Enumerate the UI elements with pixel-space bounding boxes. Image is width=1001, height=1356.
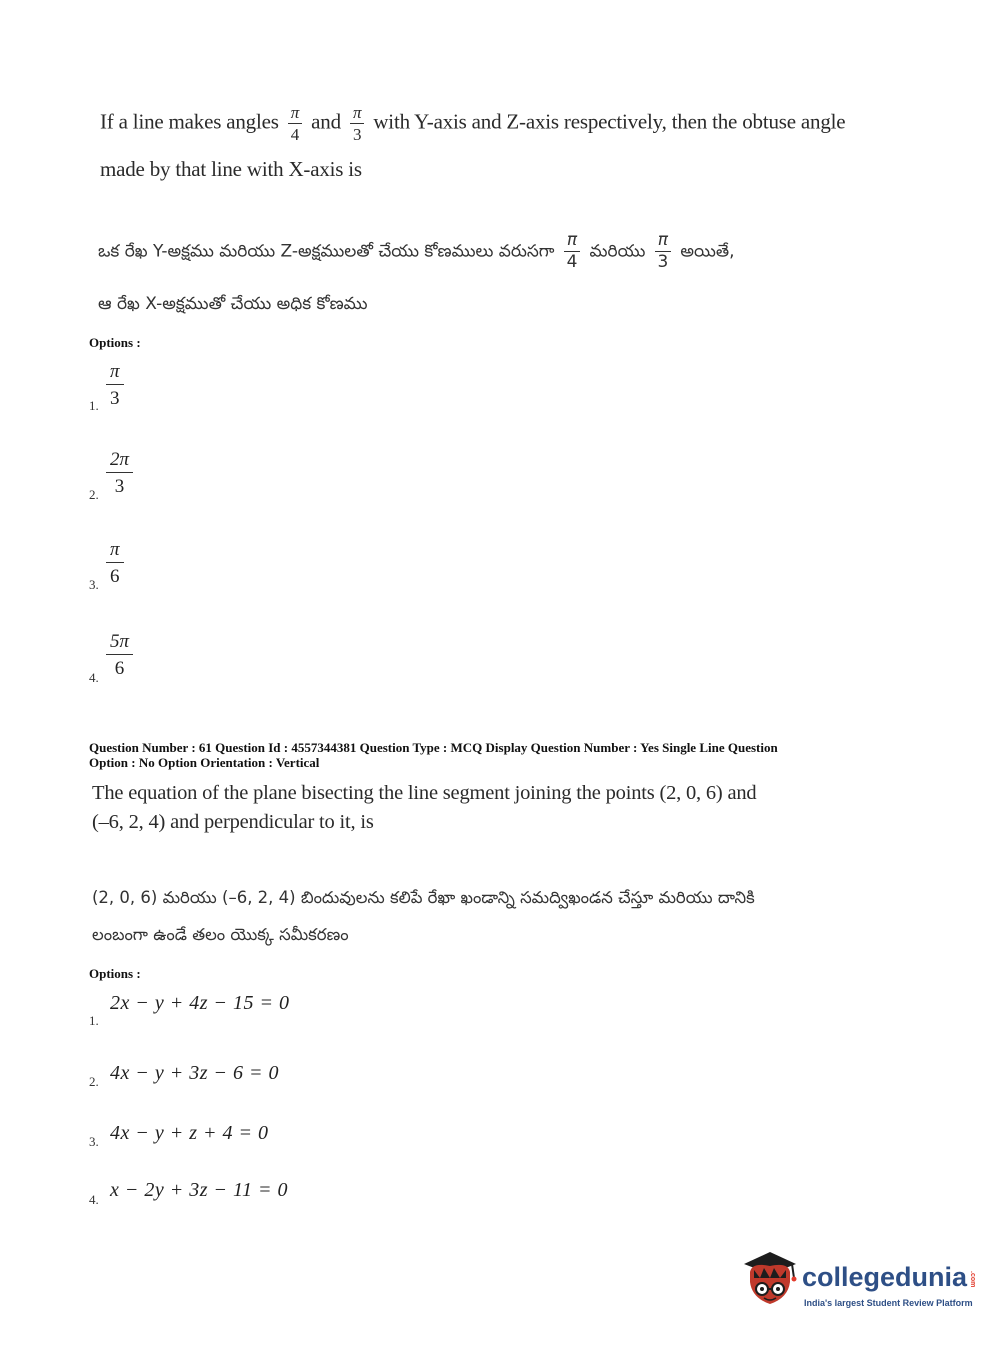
q61-option-1-equation[interactable]: 2x − y + 4z − 15 = 0 — [110, 992, 290, 1014]
q61-english-line2: (–6, 2, 4) and perpendicular to it, is — [92, 811, 374, 833]
q61-option-4-number: 4. — [89, 1192, 99, 1207]
fraction-pi-over-4: $\frac{\pi}{4}$ — [288, 104, 302, 143]
q61-meta-line1: Question Number : 61 Question Id : 4557344381 Question Type : MCQ Display Question Number : Yes Single Line Question — [89, 740, 778, 755]
fraction-pi-over-3: $\frac{\pi}{3}$ — [350, 104, 364, 143]
q60-option-1-fraction[interactable]: $\frac{\pi}{3}$ — [106, 362, 124, 408]
telugu-fraction-pi-over-4: $\frac{\pi}{4}$ — [564, 232, 580, 271]
q60-option-1-number: 1. — [89, 398, 99, 413]
q60-text-and: and — [311, 109, 341, 134]
q60-option-4-fraction[interactable]: $\frac{5\pi}{6}$ — [106, 632, 133, 678]
q61-telugu-line2: లంబంగా ఉండే తలం యొక్క సమీకరణం — [92, 925, 349, 944]
q61-option-2-number: 2. — [89, 1074, 99, 1089]
q60-telugu-line2: ఆ రేఖ X-అక్షముతో చేయు అధిక కోణము — [98, 294, 368, 314]
telugu-fraction-pi-over-3: $\frac{\pi}{3}$ — [655, 232, 671, 271]
logo-tld: .com — [969, 1270, 977, 1288]
q61-option-1-number: 1. — [89, 1013, 99, 1028]
q60-english-line2: made by that line with X-axis is — [100, 157, 362, 181]
q61-option-2-equation[interactable]: 4x − y + 3z − 6 = 0 — [110, 1062, 280, 1084]
q60-telugu-part2: అయితే, — [680, 241, 735, 262]
q60-telugu-part1: ఒక రేఖ Y-అక్షము మరియు Z-అక్షములతో చేయు కోణములు వరుసగా — [98, 241, 555, 262]
q60-option-3-fraction[interactable]: $\frac{\pi}{6}$ — [106, 540, 124, 586]
q60-option-3-number: 3. — [89, 577, 99, 592]
q60-text-part2: with Y-axis and Z-axis respectively, then the obtuse angle — [373, 109, 846, 134]
q60-english-line1 — [100, 104, 845, 143]
q61-option-4-equation[interactable]: x − 2y + 3z − 11 = 0 — [110, 1179, 289, 1201]
q61-telugu-line1: (2, 0, 6) మరియు (–6, 2, 4) బిందువులను కలిపే రేఖా ఖండాన్ని సమద్విఖండన చేస్తూ మరియు దానికి — [92, 888, 755, 907]
q60-option-2-fraction[interactable]: $\frac{2\pi}{3}$ — [106, 450, 133, 496]
q61-meta-line2: Option : No Option Orientation : Vertical — [89, 755, 320, 770]
q60-option-2-number: 2. — [89, 487, 99, 502]
q61-options-label: Options : — [89, 966, 141, 981]
mascot-icon — [740, 1248, 800, 1312]
q61-english-line1: The equation of the plane bisecting the line segment joining the points (2, 0, 6) and — [92, 782, 757, 804]
q61-option-3-equation[interactable]: 4x − y + z + 4 = 0 — [110, 1122, 269, 1144]
logo-wordmark: collegedunia .com — [802, 1262, 977, 1292]
q60-text-part1: If a line makes angles — [100, 109, 279, 134]
q60-telugu-and: మరియు — [589, 241, 646, 262]
q60-telugu-line1 — [98, 232, 734, 271]
q61-option-3-number: 3. — [89, 1134, 99, 1149]
collegedunia-logo — [740, 1248, 977, 1328]
q60-option-4-number: 4. — [89, 670, 99, 685]
logo-tagline: India's largest Student Review Platform — [804, 1298, 973, 1308]
q60-options-label: Options : — [89, 335, 141, 350]
